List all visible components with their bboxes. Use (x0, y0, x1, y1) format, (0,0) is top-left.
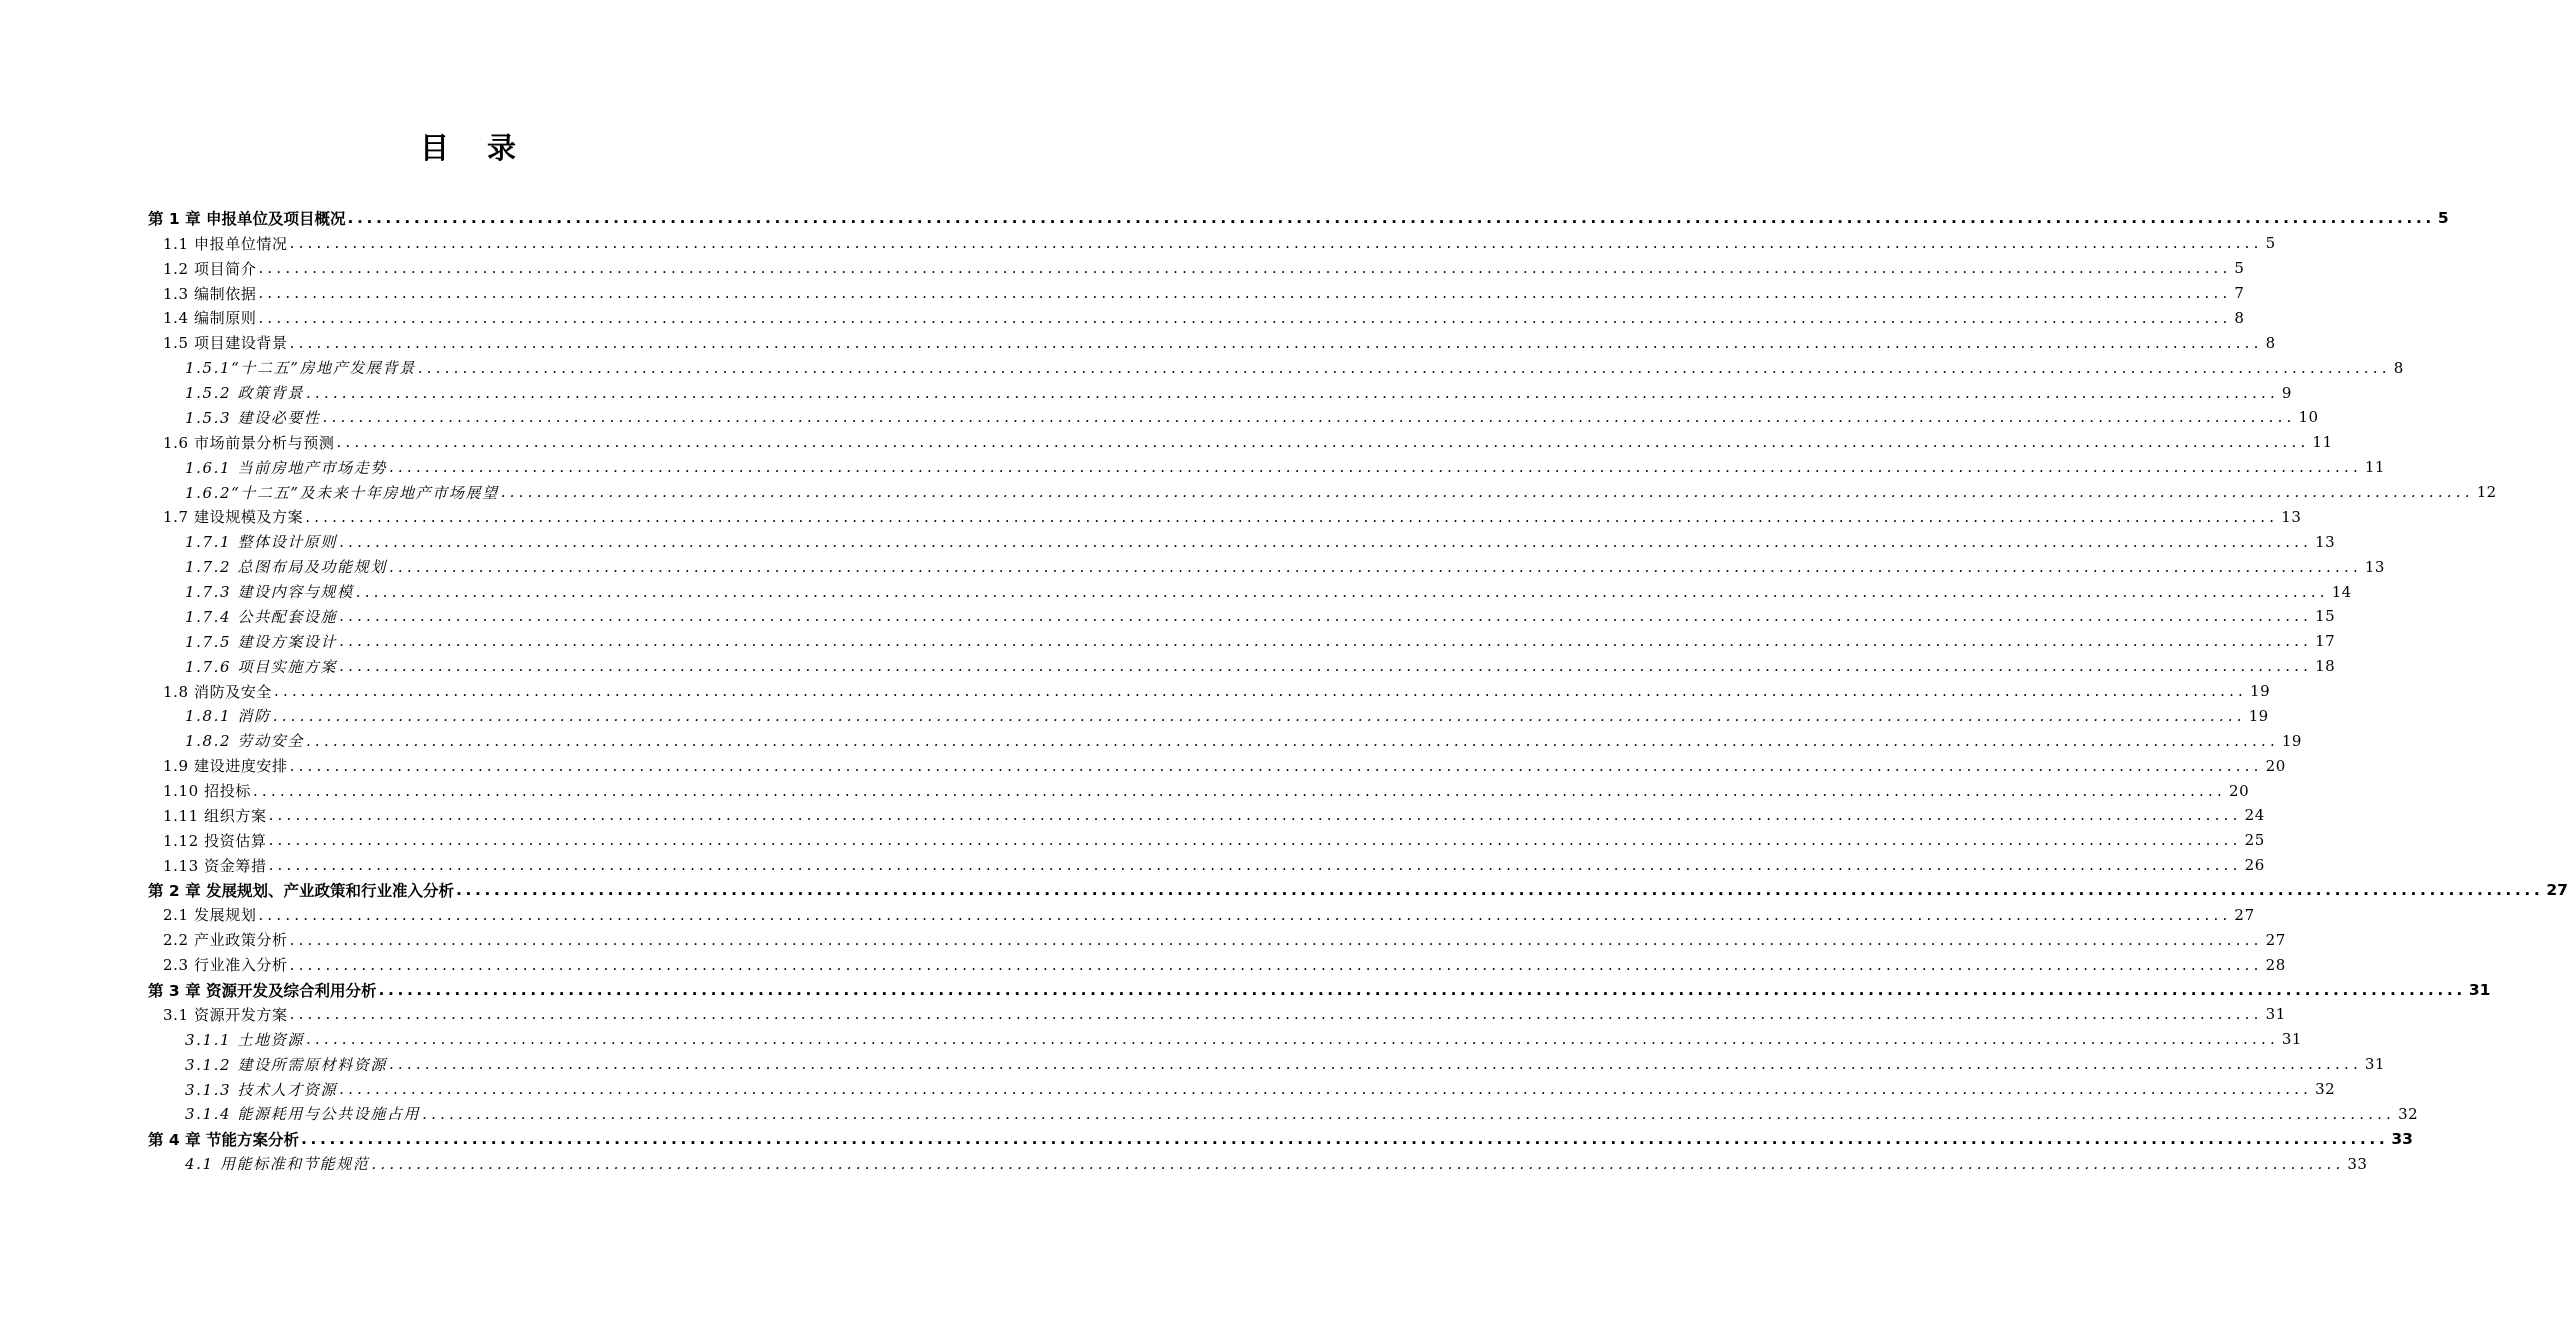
toc-page-number: 31 (2281, 1030, 2302, 1049)
toc-dot-leader: ............................................................................................................................................................................................................................ (289, 234, 2263, 253)
toc-page-number: 10 (2298, 408, 2319, 427)
toc-entry-label: 1.4 编制原则 (163, 309, 257, 328)
toc-page-number: 26 (2244, 856, 2265, 875)
toc-dot-leader: ............................................................................................................................................................................................................................ (378, 980, 2466, 999)
toc-entry-label: 3.1.2 建设所需原材料资源 (185, 1055, 387, 1074)
toc-chapter-entry[interactable] (0, 977, 2491, 1002)
toc-entry-label: 1.12 投资估算 (163, 831, 267, 850)
toc-dot-leader: ............................................................................................................................................................................................................................ (371, 1154, 2345, 1173)
toc-page-number: 31 (2265, 1005, 2286, 1024)
toc-page-number: 27 (2234, 905, 2255, 924)
toc-page-number: 28 (2265, 955, 2286, 974)
toc-page-number: 5 (2234, 259, 2245, 278)
toc-entry-label: 1.7.4 公共配套设施 (185, 607, 338, 626)
toc-chapter-entry[interactable] (0, 206, 2449, 231)
toc-entry-label: 第 2 章 发展规划、产业政策和行业准入分析 (148, 882, 454, 901)
toc-dot-leader: ............................................................................................................................................................................................................................ (258, 308, 2232, 327)
toc-page-number: 13 (2281, 507, 2302, 526)
toc-section-entry[interactable] (0, 256, 2245, 281)
toc-page-number: 33 (2347, 1154, 2368, 1173)
toc-dot-leader: ............................................................................................................................................................................................................................ (274, 682, 2248, 701)
toc-subsection-entry[interactable] (0, 728, 2302, 753)
toc-dot-leader: ............................................................................................................................................................................................................................ (305, 507, 2279, 526)
toc-dot-leader: ............................................................................................................................................................................................................................ (355, 582, 2329, 601)
toc-section-entry[interactable] (0, 853, 2265, 878)
toc-page-number: 5 (2437, 209, 2449, 228)
toc-section-entry[interactable] (0, 505, 2302, 530)
toc-dot-leader: ............................................................................................................................................................................................................................ (388, 557, 2362, 576)
toc-entry-label: 1.11 组织方案 (163, 806, 267, 825)
toc-page-number: 8 (2234, 308, 2245, 327)
toc-entry-label: 1.3 编制依据 (163, 284, 257, 303)
toc-subsection-entry[interactable] (0, 1027, 2302, 1052)
toc-page-number: 15 (2315, 607, 2336, 626)
toc-page-number: 24 (2244, 806, 2265, 825)
toc-dot-leader: ............................................................................................................................................................................................................................ (339, 532, 2313, 551)
toc-dot-leader: ............................................................................................................................................................................................................................ (258, 284, 2232, 303)
toc-entry-label: 4.1 用能标准和节能规范 (185, 1155, 370, 1174)
toc-dot-leader: ............................................................................................................................................................................................................................ (339, 632, 2313, 651)
toc-subsection-entry[interactable] (0, 704, 2269, 729)
toc-dot-leader: ............................................................................................................................................................................................................................ (305, 1030, 2279, 1049)
toc-dot-leader: ............................................................................................................................................................................................................................ (289, 756, 2263, 775)
toc-entry-label: 1.7 建设规模及方案 (163, 508, 304, 527)
toc-dot-leader: ............................................................................................................................................................................................................................ (289, 1005, 2263, 1024)
toc-page-number: 12 (2476, 483, 2497, 502)
toc-dot-leader: ............................................................................................................................................................................................................................ (305, 383, 2279, 402)
toc-entry-label: 1.7.5 建设方案设计 (185, 632, 338, 651)
toc-page-number: 31 (2468, 980, 2491, 999)
toc-chapter-entry[interactable] (0, 1126, 2413, 1151)
toc-section-entry[interactable] (0, 952, 2286, 977)
toc-page-number: 11 (2312, 433, 2333, 452)
toc-subsection-entry[interactable] (0, 1052, 2385, 1077)
toc-subsection-entry[interactable] (0, 1151, 2368, 1176)
toc-page-number: 19 (2281, 731, 2302, 750)
toc-subsection-entry[interactable] (0, 629, 2336, 654)
toc-dot-leader: ............................................................................................................................................................................................................................ (500, 483, 2474, 502)
toc-section-entry[interactable] (0, 803, 2265, 828)
toc-entry-label: 3.1 资源开发方案 (163, 1005, 288, 1024)
toc-page-number: 11 (2364, 458, 2385, 477)
toc-entry-label: 1.10 招投标 (163, 782, 251, 801)
toc-entry-label: 1.8 消防及安全 (163, 682, 273, 701)
toc-subsection-entry[interactable] (0, 480, 2497, 505)
toc-dot-leader: ............................................................................................................................................................................................................................ (258, 905, 2232, 924)
toc-page-number: 31 (2364, 1055, 2385, 1074)
toc-section-entry[interactable] (0, 679, 2271, 704)
table-of-contents (0, 206, 2568, 1176)
toc-dot-leader: ............................................................................................................................................................................................................................ (289, 333, 2263, 352)
page-title: 目 录 (419, 131, 531, 165)
toc-entry-label: 1.5.2 政策背景 (185, 384, 304, 403)
toc-page-number: 33 (2391, 1129, 2413, 1148)
toc-dot-leader: ............................................................................................................................................................................................................................ (417, 358, 2391, 377)
toc-entry-label: 1.7.6 项目实施方案 (185, 657, 338, 676)
toc-dot-leader: ............................................................................................................................................................................................................................ (339, 607, 2313, 626)
toc-entry-label: 第 1 章 申报单位及项目概况 (148, 210, 346, 229)
toc-page-number: 7 (2234, 284, 2245, 303)
toc-dot-leader: ............................................................................................................................................................................................................................ (305, 731, 2279, 750)
toc-dot-leader: ............................................................................................................................................................................................................................ (455, 881, 2544, 900)
toc-page-number: 27 (2265, 930, 2286, 949)
toc-entry-label: 3.1.1 土地资源 (185, 1030, 304, 1049)
toc-page-number: 20 (2265, 756, 2286, 775)
toc-page-number: 14 (2331, 582, 2352, 601)
toc-entry-label: 1.5.1“十二五”房地产发展背景 (185, 359, 416, 378)
toc-page-number: 19 (2248, 706, 2269, 725)
toc-subsection-entry[interactable] (0, 529, 2336, 554)
toc-dot-leader: ............................................................................................................................................................................................................................ (268, 806, 2242, 825)
toc-section-entry[interactable] (0, 903, 2255, 928)
toc-section-entry[interactable] (0, 753, 2286, 778)
toc-entry-label: 1.2 项目简介 (163, 259, 257, 278)
toc-entry-label: 1.7.1 整体设计原则 (185, 533, 338, 552)
toc-entry-label: 1.6.2“十二五”及未来十年房地产市场展望 (185, 483, 499, 502)
toc-subsection-entry[interactable] (0, 355, 2404, 380)
toc-dot-leader: ............................................................................................................................................................................................................................ (258, 259, 2232, 278)
toc-entry-label: 2.1 发展规划 (163, 906, 257, 925)
toc-entry-label: 3.1.4 能源耗用与公共设施占用 (185, 1105, 421, 1124)
toc-dot-leader: ............................................................................................................................................................................................................................ (388, 458, 2362, 477)
toc-dot-leader: ............................................................................................................................................................................................................................ (289, 955, 2263, 974)
toc-section-entry[interactable] (0, 231, 2276, 256)
toc-subsection-entry[interactable] (0, 405, 2319, 430)
toc-dot-leader: ............................................................................................................................................................................................................................ (339, 657, 2313, 676)
toc-entry-label: 1.7.3 建设内容与规模 (185, 583, 354, 602)
toc-page-number: 8 (2393, 358, 2404, 377)
toc-dot-leader: ............................................................................................................................................................................................................................ (289, 930, 2263, 949)
toc-dot-leader: ............................................................................................................................................................................................................................ (300, 1129, 2389, 1148)
toc-page-number: 13 (2364, 557, 2385, 576)
toc-dot-leader: ............................................................................................................................................................................................................................ (347, 209, 2435, 228)
toc-section-entry[interactable] (0, 778, 2250, 803)
toc-subsection-entry[interactable] (0, 1102, 2419, 1127)
toc-subsection-entry[interactable] (0, 455, 2385, 480)
toc-dot-leader: ............................................................................................................................................................................................................................ (272, 706, 2246, 725)
toc-dot-leader: ............................................................................................................................................................................................................................ (422, 1104, 2396, 1123)
toc-entry-label: 1.8.1 消防 (185, 707, 271, 726)
toc-subsection-entry[interactable] (0, 579, 2352, 604)
toc-page-number: 13 (2315, 532, 2336, 551)
toc-section-entry[interactable] (0, 828, 2265, 853)
toc-dot-leader: ............................................................................................................................................................................................................................ (322, 408, 2296, 427)
toc-entry-label: 3.1.3 技术人才资源 (185, 1080, 338, 1099)
toc-dot-leader: ............................................................................................................................................................................................................................ (339, 1080, 2313, 1099)
toc-dot-leader: ............................................................................................................................................................................................................................ (252, 781, 2226, 800)
toc-subsection-entry[interactable] (0, 654, 2336, 679)
toc-entry-label: 1.5.3 建设必要性 (185, 408, 321, 427)
toc-entry-label: 1.5 项目建设背景 (163, 334, 288, 353)
toc-subsection-entry[interactable] (0, 604, 2336, 629)
toc-page-number: 18 (2315, 657, 2336, 676)
toc-subsection-entry[interactable] (0, 380, 2292, 405)
toc-subsection-entry[interactable] (0, 554, 2385, 579)
toc-section-entry[interactable] (0, 1002, 2286, 1027)
toc-entry-label: 2.2 产业政策分析 (163, 931, 288, 950)
toc-page-number: 20 (2228, 781, 2250, 800)
toc-page-number: 19 (2250, 682, 2271, 701)
toc-subsection-entry[interactable] (0, 1077, 2336, 1102)
toc-entry-label: 1.7.2 总图布局及功能规划 (185, 558, 387, 577)
toc-page-number: 25 (2244, 831, 2265, 850)
toc-page-number: 9 (2281, 383, 2292, 402)
toc-entry-label: 1.9 建设进度安排 (163, 757, 288, 776)
toc-dot-leader: ............................................................................................................................................................................................................................ (268, 856, 2242, 875)
toc-dot-leader: ............................................................................................................................................................................................................................ (268, 831, 2242, 850)
toc-entry-label: 1.8.2 劳动安全 (185, 732, 304, 751)
toc-entry-label: 1.6 市场前景分析与预测 (163, 433, 335, 452)
toc-entry-label: 1.6.1 当前房地产市场走势 (185, 458, 387, 477)
toc-page-number: 17 (2315, 632, 2336, 651)
toc-page-number: 27 (2546, 881, 2568, 900)
toc-entry-label: 1.13 资金筹措 (163, 856, 267, 875)
toc-entry-label: 2.3 行业准入分析 (163, 956, 288, 975)
toc-section-entry[interactable] (0, 330, 2276, 355)
toc-dot-leader: ............................................................................................................................................................................................................................ (336, 433, 2310, 452)
toc-page-number: 32 (2315, 1080, 2336, 1099)
toc-entry-label: 1.1 申报单位情况 (163, 234, 288, 253)
toc-page-number: 5 (2265, 234, 2276, 253)
toc-section-entry[interactable] (0, 430, 2333, 455)
toc-section-entry[interactable] (0, 281, 2245, 306)
toc-page-number: 8 (2265, 333, 2276, 352)
toc-entry-label: 第 3 章 资源开发及综合利用分析 (148, 981, 377, 1000)
toc-chapter-entry[interactable] (0, 878, 2568, 903)
toc-section-entry[interactable] (0, 927, 2286, 952)
toc-section-entry[interactable] (0, 306, 2245, 331)
toc-page-number: 32 (2398, 1104, 2419, 1123)
toc-entry-label: 第 4 章 节能方案分析 (148, 1130, 299, 1149)
toc-dot-leader: ............................................................................................................................................................................................................................ (388, 1055, 2362, 1074)
